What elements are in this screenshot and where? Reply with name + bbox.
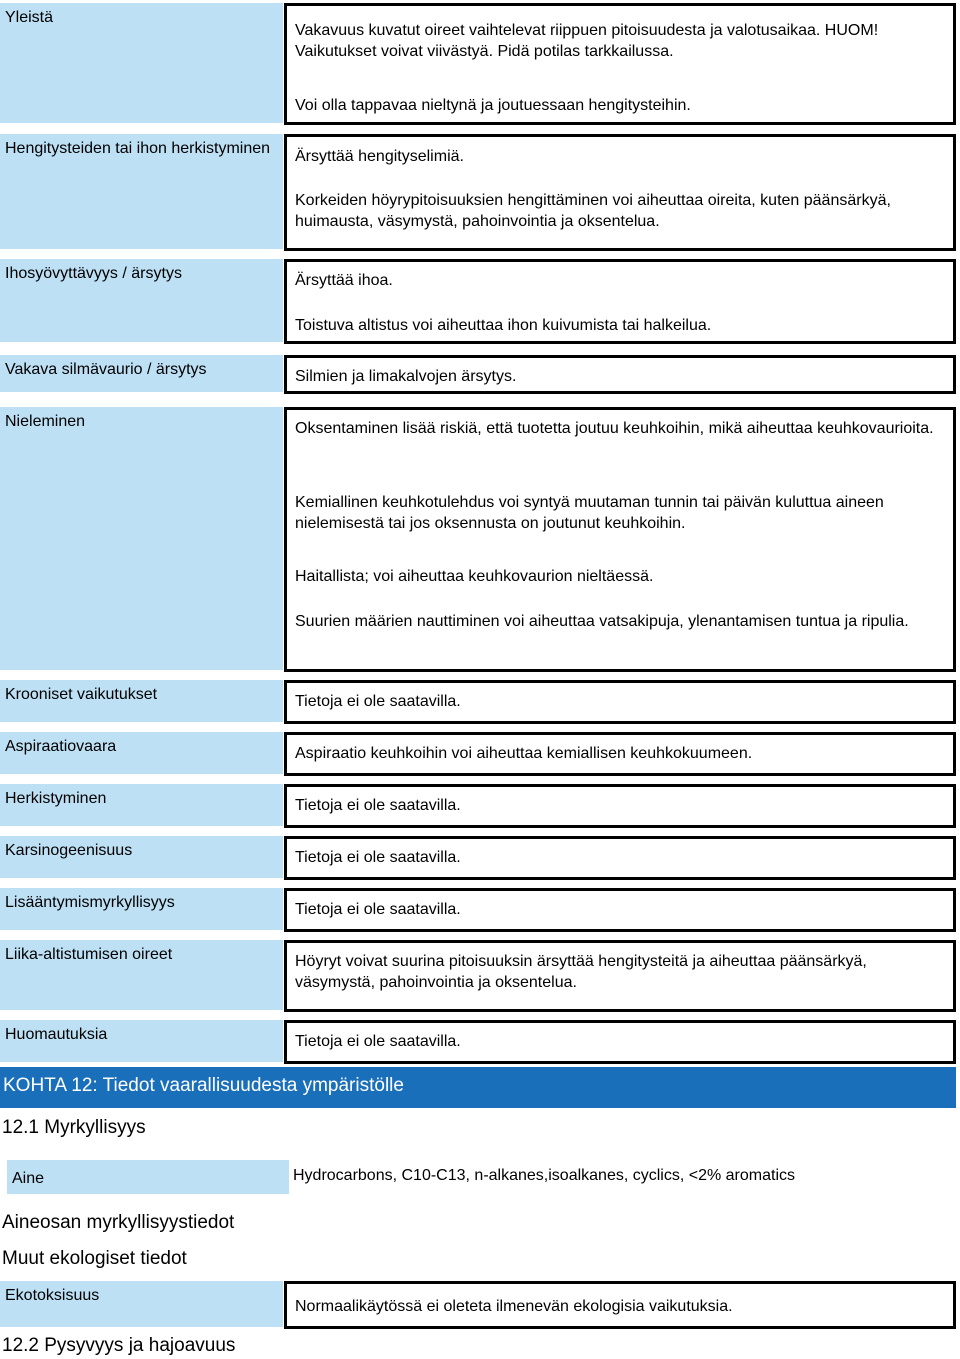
row-value-eye-damage — [284, 355, 956, 394]
row-value-skin-corrosion — [284, 259, 956, 344]
row-label-sensitisation — [0, 784, 283, 826]
value-line: Aspiraatio keuhkoihin voi aiheuttaa kemiallisen keuhkokuumeen. — [295, 745, 753, 762]
value-line: Ärsyttää hengityselimiä. — [295, 148, 464, 165]
row-value-reproductive-toxicity — [284, 888, 956, 932]
other-ecological-heading: Muut ekologiset tiedot — [2, 1248, 187, 1269]
row-label-notes — [0, 1020, 283, 1062]
value-line: Vakavuus kuvatut oireet vaihtelevat riippuen pitoisuudesta ja valotusaikaa. HUOM! Vaikutukset voivat viivästyä. Pidä potilas tarkkailussa. — [295, 22, 879, 60]
section-12-banner — [0, 1067, 956, 1108]
label-text: Ekotoksisuus — [5, 1287, 100, 1304]
value-line: Tietoja ei ole saatavilla. — [295, 1033, 461, 1050]
component-toxicity-heading: Aineosan myrkyllisyystiedot — [2, 1212, 235, 1233]
row-label-overexposure-symptoms — [0, 940, 283, 1010]
value-line: Tietoja ei ole saatavilla. — [295, 901, 461, 918]
section-title: KOHTA 12: Tiedot vaarallisuudesta ympäristölle — [3, 1075, 404, 1096]
value-line: Tietoja ei ole saatavilla. — [295, 849, 461, 866]
substance-value: Hydrocarbons, C10-C13, n-alkanes,isoalkanes, cyclics, <2% aromatics — [293, 1167, 795, 1184]
subsection-persistence-heading: 12.2 Pysyvyys ja hajoavuus — [2, 1335, 236, 1356]
row-value-aspiration-hazard — [284, 732, 956, 776]
row-label-reproductive-toxicity — [0, 888, 283, 930]
row-label-respiratory-sensitisation — [0, 134, 283, 249]
label-text: Vakava silmävaurio / ärsytys — [5, 361, 207, 378]
label-text: Aine — [12, 1170, 45, 1187]
row-label-skin-corrosion — [0, 259, 283, 342]
value-line: Silmien ja limakalvojen ärsytys. — [295, 368, 517, 385]
value-line: Suurien määrien nauttiminen voi aiheuttaa vatsakipuja, ylenantamisen tuntua ja ripulia. — [295, 613, 909, 630]
row-label-eye-damage — [0, 355, 283, 392]
label-text: Lisääntymismyrkyllisyys — [5, 894, 175, 911]
ecotoxicity-value — [284, 1281, 956, 1329]
label-text: Liika-altistumisen oireet — [5, 946, 173, 963]
row-value-respiratory-sensitisation — [284, 134, 956, 251]
row-label-general — [0, 3, 283, 123]
row-label-carcinogenicity — [0, 836, 283, 878]
ecotoxicity-label — [0, 1281, 283, 1327]
label-text: Nieleminen — [5, 413, 86, 430]
value-line: Toistuva altistus voi aiheuttaa ihon kuivumista tai halkeilua. — [295, 317, 712, 334]
row-label-aspiration-hazard — [0, 732, 283, 774]
label-text: Karsinogeenisuus — [5, 842, 133, 859]
value-line: Haitallista; voi aiheuttaa keuhkovaurion nieltäessä. — [295, 568, 654, 585]
value-line: Voi olla tappavaa nieltynä ja joutuessaan hengitysteihin. — [295, 97, 691, 114]
value-line: Normaalikäytössä ei oleteta ilmenevän ekologisia vaikutuksia. — [295, 1298, 733, 1315]
label-text: Herkistyminen — [5, 790, 107, 807]
row-value-notes — [284, 1020, 956, 1064]
value-line: Tietoja ei ole saatavilla. — [295, 693, 461, 710]
row-value-overexposure-symptoms — [284, 940, 956, 1012]
value-line: Kemiallinen keuhkotulehdus voi syntyä muutaman tunnin tai päivän kuluttua aineen nielemisestä tai jos oksennusta on joutunut keuhkoihin. — [295, 494, 884, 532]
row-value-chronic-effects — [284, 680, 956, 724]
label-text: Aspiraatiovaara — [5, 738, 117, 755]
value-line: Oksentaminen lisää riskiä, että tuotetta joutuu keuhkoihin, mikä aiheuttaa keuhkovaurioita. — [295, 420, 934, 437]
label-text: Yleistä — [5, 9, 54, 26]
label-text: Ihosyövyttävyys / ärsytys — [5, 265, 182, 282]
row-value-carcinogenicity — [284, 836, 956, 880]
value-line: Tietoja ei ole saatavilla. — [295, 797, 461, 814]
label-text: Hengitysteiden tai ihon herkistyminen — [5, 140, 271, 157]
value-line: Höyryt voivat suurina pitoisuuksin ärsyttää hengitysteitä ja aiheuttaa päänsärkyä, väsymystä, pahoinvointia ja oksentelua. — [295, 953, 867, 991]
value-line: Korkeiden höyrypitoisuuksien hengittäminen voi aiheuttaa oireita, kuten päänsärkyä, huimausta, väsymystä, pahoinvointia ja oksentelua. — [295, 192, 891, 230]
label-text: Krooniset vaikutukset — [5, 686, 158, 703]
row-label-chronic-effects — [0, 680, 283, 722]
row-value-ingestion — [284, 407, 956, 672]
value-line: Ärsyttää ihoa. — [295, 272, 393, 289]
row-label-ingestion — [0, 407, 283, 670]
label-text: Huomautuksia — [5, 1026, 108, 1043]
subsection-toxicity-heading: 12.1 Myrkyllisyys — [2, 1117, 146, 1138]
row-value-general — [284, 3, 956, 125]
substance-label — [7, 1160, 289, 1194]
row-value-sensitisation — [284, 784, 956, 828]
